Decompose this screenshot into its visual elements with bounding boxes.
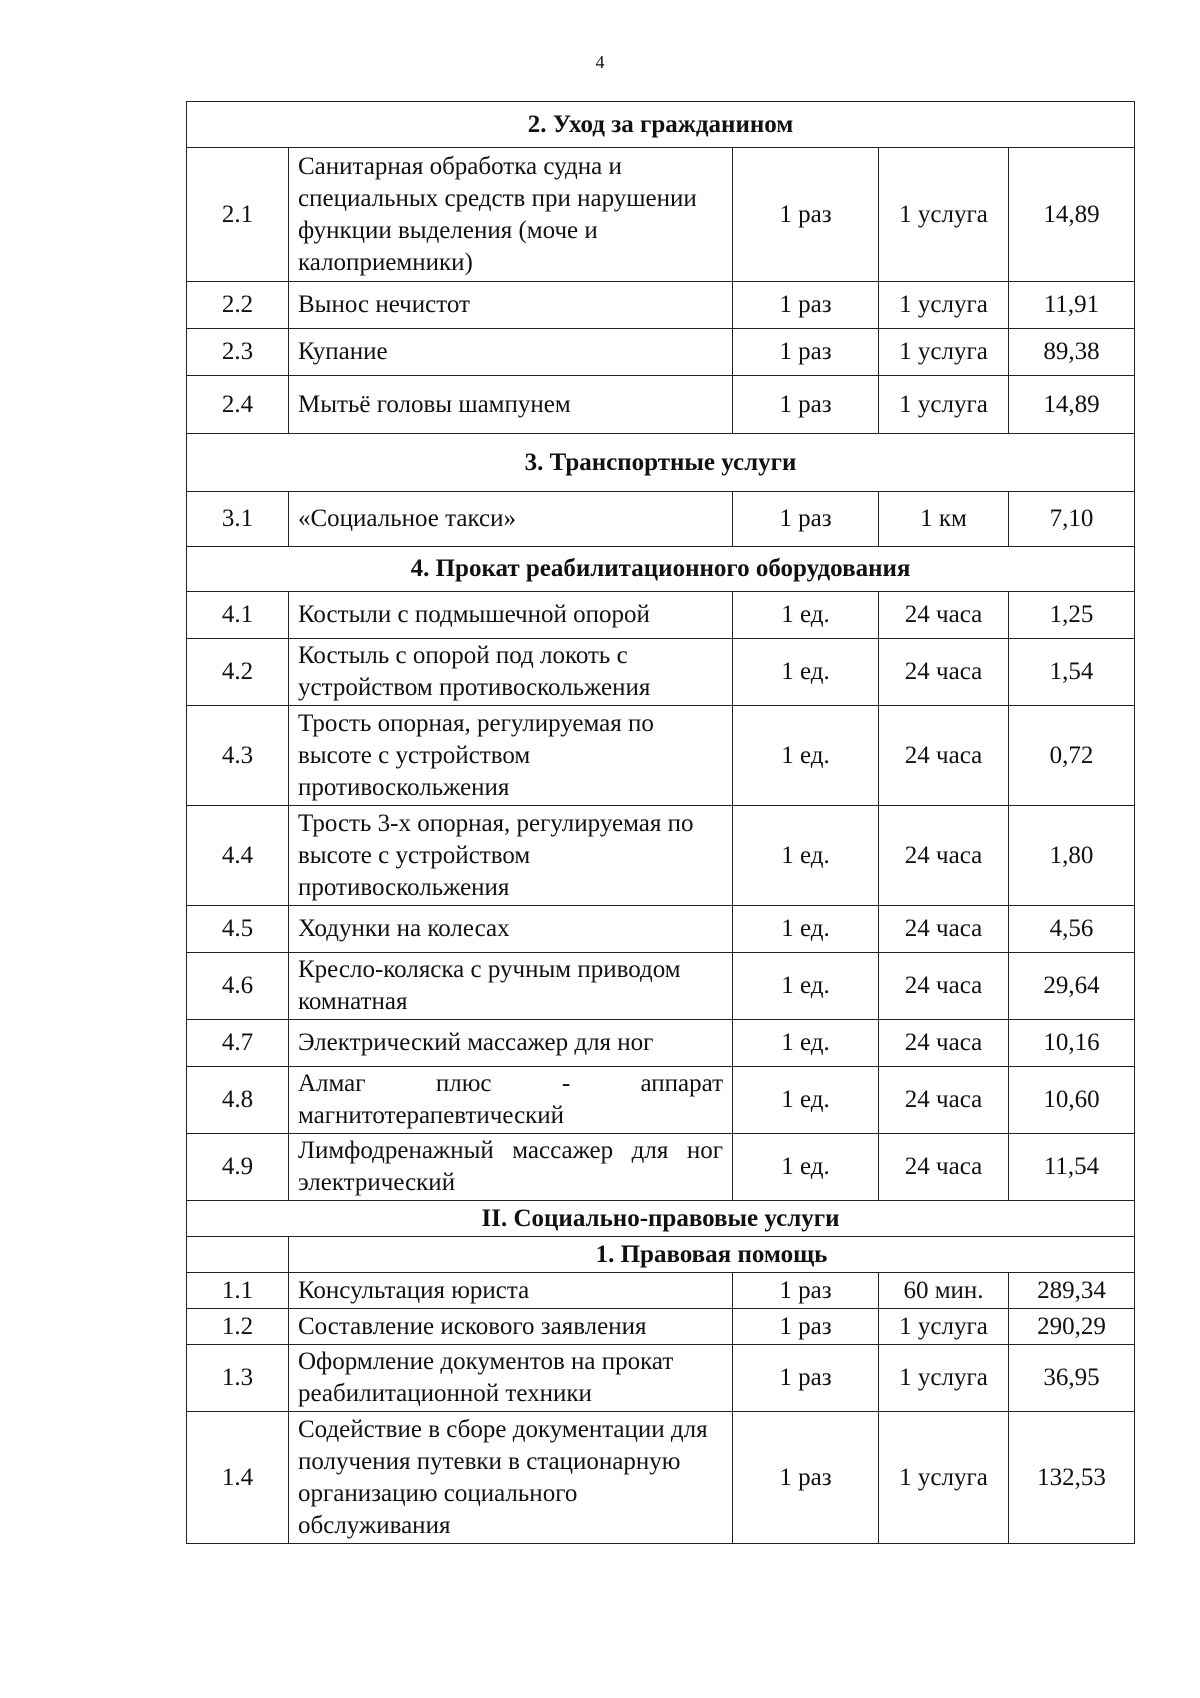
service-price: 132,53 <box>1009 1412 1135 1544</box>
table-row <box>187 1412 1135 1544</box>
row-number: 4.9 <box>187 1134 289 1201</box>
service-price: 1,80 <box>1009 806 1135 906</box>
service-price: 14,89 <box>1009 148 1135 282</box>
row-number: 4.8 <box>187 1067 289 1134</box>
service-frequency: 1 ед. <box>733 592 879 639</box>
section-title: 2. Уход за гражданином <box>187 102 1135 148</box>
row-number: 4.5 <box>187 906 289 953</box>
service-name: Трость 3-х опорная, регулируемая по высоте с устройством противоскольжения <box>289 806 733 906</box>
section-header-rental <box>187 547 1135 592</box>
table-row <box>187 148 1135 282</box>
section-header-legal <box>187 1201 1135 1237</box>
service-price: 11,91 <box>1009 282 1135 329</box>
service-frequency: 1 ед. <box>733 953 879 1020</box>
service-frequency: 1 раз <box>733 282 879 329</box>
service-frequency: 1 ед. <box>733 1020 879 1067</box>
row-number: 3.1 <box>187 492 289 547</box>
service-frequency: 1 раз <box>733 329 879 376</box>
service-frequency: 1 ед. <box>733 806 879 906</box>
service-frequency: 1 раз <box>733 376 879 434</box>
service-unit: 24 часа <box>879 1020 1009 1067</box>
service-unit: 24 часа <box>879 906 1009 953</box>
table-row <box>187 329 1135 376</box>
service-unit: 1 услуга <box>879 282 1009 329</box>
row-number: 2.2 <box>187 282 289 329</box>
service-price: 1,25 <box>1009 592 1135 639</box>
row-number: 4.1 <box>187 592 289 639</box>
service-price: 10,60 <box>1009 1067 1135 1134</box>
service-frequency: 1 раз <box>733 148 879 282</box>
service-price: 7,10 <box>1009 492 1135 547</box>
service-name: Алмаг плюс - аппарат магнитотерапевтический <box>289 1067 733 1134</box>
service-name: Содействие в сборе документации для получения путевки в стационарную организацию социального обслуживания <box>289 1412 733 1544</box>
service-name: «Социальное такси» <box>289 492 733 547</box>
table-row <box>187 492 1135 547</box>
service-frequency: 1 раз <box>733 1273 879 1309</box>
service-price: 1,54 <box>1009 639 1135 706</box>
service-price: 289,34 <box>1009 1273 1135 1309</box>
section-title: 3. Транспортные услуги <box>187 434 1135 492</box>
service-name: Костыль с опорой под локоть с устройством противоскольжения <box>289 639 733 706</box>
row-number: 4.3 <box>187 706 289 806</box>
service-name: Консультация юриста <box>289 1273 733 1309</box>
service-frequency: 1 ед. <box>733 639 879 706</box>
service-name: Санитарная обработка судна и специальных средств при нарушении функции выделения (моче и калоприемники) <box>289 148 733 282</box>
service-unit: 24 часа <box>879 639 1009 706</box>
table-row <box>187 376 1135 434</box>
row-number: 2.1 <box>187 148 289 282</box>
section-title: II. Социально-правовые услуги <box>187 1201 1135 1237</box>
table-row <box>187 806 1135 906</box>
service-unit: 1 км <box>879 492 1009 547</box>
table-row <box>187 592 1135 639</box>
service-name: Трость опорная, регулируемая по высоте с устройством противоскольжения <box>289 706 733 806</box>
service-price: 29,64 <box>1009 953 1135 1020</box>
row-number: 4.2 <box>187 639 289 706</box>
service-price: 4,56 <box>1009 906 1135 953</box>
service-name: Оформление документов на прокат реабилитационной техники <box>289 1345 733 1412</box>
table-row <box>187 1067 1135 1134</box>
service-unit: 1 услуга <box>879 1345 1009 1412</box>
service-frequency: 1 раз <box>733 1309 879 1345</box>
subsection-title: 1. Правовая помощь <box>289 1237 1135 1273</box>
service-name: Составление искового заявления <box>289 1309 733 1345</box>
service-unit: 1 услуга <box>879 376 1009 434</box>
service-unit: 24 часа <box>879 1134 1009 1201</box>
service-unit: 24 часа <box>879 706 1009 806</box>
subsection-header-legal-help <box>187 1237 1135 1273</box>
service-frequency: 1 ед. <box>733 1067 879 1134</box>
service-unit: 1 услуга <box>879 329 1009 376</box>
service-frequency: 1 раз <box>733 1345 879 1412</box>
row-number: 4.4 <box>187 806 289 906</box>
row-number: 1.3 <box>187 1345 289 1412</box>
table-row <box>187 1020 1135 1067</box>
table-row <box>187 1309 1135 1345</box>
table-row <box>187 1345 1135 1412</box>
service-price: 11,54 <box>1009 1134 1135 1201</box>
service-name: Лимфодренажный массажер для ног электрический <box>289 1134 733 1201</box>
service-name: Вынос нечистот <box>289 282 733 329</box>
service-frequency: 1 ед. <box>733 706 879 806</box>
row-number: 4.6 <box>187 953 289 1020</box>
price-table <box>186 101 1135 1544</box>
service-unit: 24 часа <box>879 806 1009 906</box>
service-frequency: 1 раз <box>733 1412 879 1544</box>
page-number: 4 <box>595 52 605 72</box>
table-row <box>187 1273 1135 1309</box>
table-row <box>187 706 1135 806</box>
service-price: 10,16 <box>1009 1020 1135 1067</box>
service-price: 0,72 <box>1009 706 1135 806</box>
empty-cell <box>187 1237 289 1273</box>
service-frequency: 1 ед. <box>733 1134 879 1201</box>
service-unit: 24 часа <box>879 1067 1009 1134</box>
service-frequency: 1 раз <box>733 492 879 547</box>
section-header-transport <box>187 434 1135 492</box>
row-number: 2.4 <box>187 376 289 434</box>
service-name: Кресло-коляска с ручным приводом комнатная <box>289 953 733 1020</box>
row-number: 4.7 <box>187 1020 289 1067</box>
row-number: 1.1 <box>187 1273 289 1309</box>
service-unit: 1 услуга <box>879 1309 1009 1345</box>
table-row <box>187 906 1135 953</box>
section-header-care <box>187 102 1135 148</box>
service-unit: 1 услуга <box>879 1412 1009 1544</box>
table-row <box>187 639 1135 706</box>
service-price: 36,95 <box>1009 1345 1135 1412</box>
service-price: 14,89 <box>1009 376 1135 434</box>
service-frequency: 1 ед. <box>733 906 879 953</box>
table-row <box>187 953 1135 1020</box>
service-price: 89,38 <box>1009 329 1135 376</box>
service-unit: 60 мин. <box>879 1273 1009 1309</box>
service-name: Костыли с подмышечной опорой <box>289 592 733 639</box>
service-price: 290,29 <box>1009 1309 1135 1345</box>
service-unit: 1 услуга <box>879 148 1009 282</box>
section-title: 4. Прокат реабилитационного оборудования <box>187 547 1135 592</box>
table-row <box>187 282 1135 329</box>
table-row <box>187 1134 1135 1201</box>
service-name: Ходунки на колесах <box>289 906 733 953</box>
row-number: 1.4 <box>187 1412 289 1544</box>
service-name: Купание <box>289 329 733 376</box>
service-name: Электрический массажер для ног <box>289 1020 733 1067</box>
service-unit: 24 часа <box>879 592 1009 639</box>
row-number: 2.3 <box>187 329 289 376</box>
row-number: 1.2 <box>187 1309 289 1345</box>
service-name: Мытьё головы шампунем <box>289 376 733 434</box>
service-unit: 24 часа <box>879 953 1009 1020</box>
